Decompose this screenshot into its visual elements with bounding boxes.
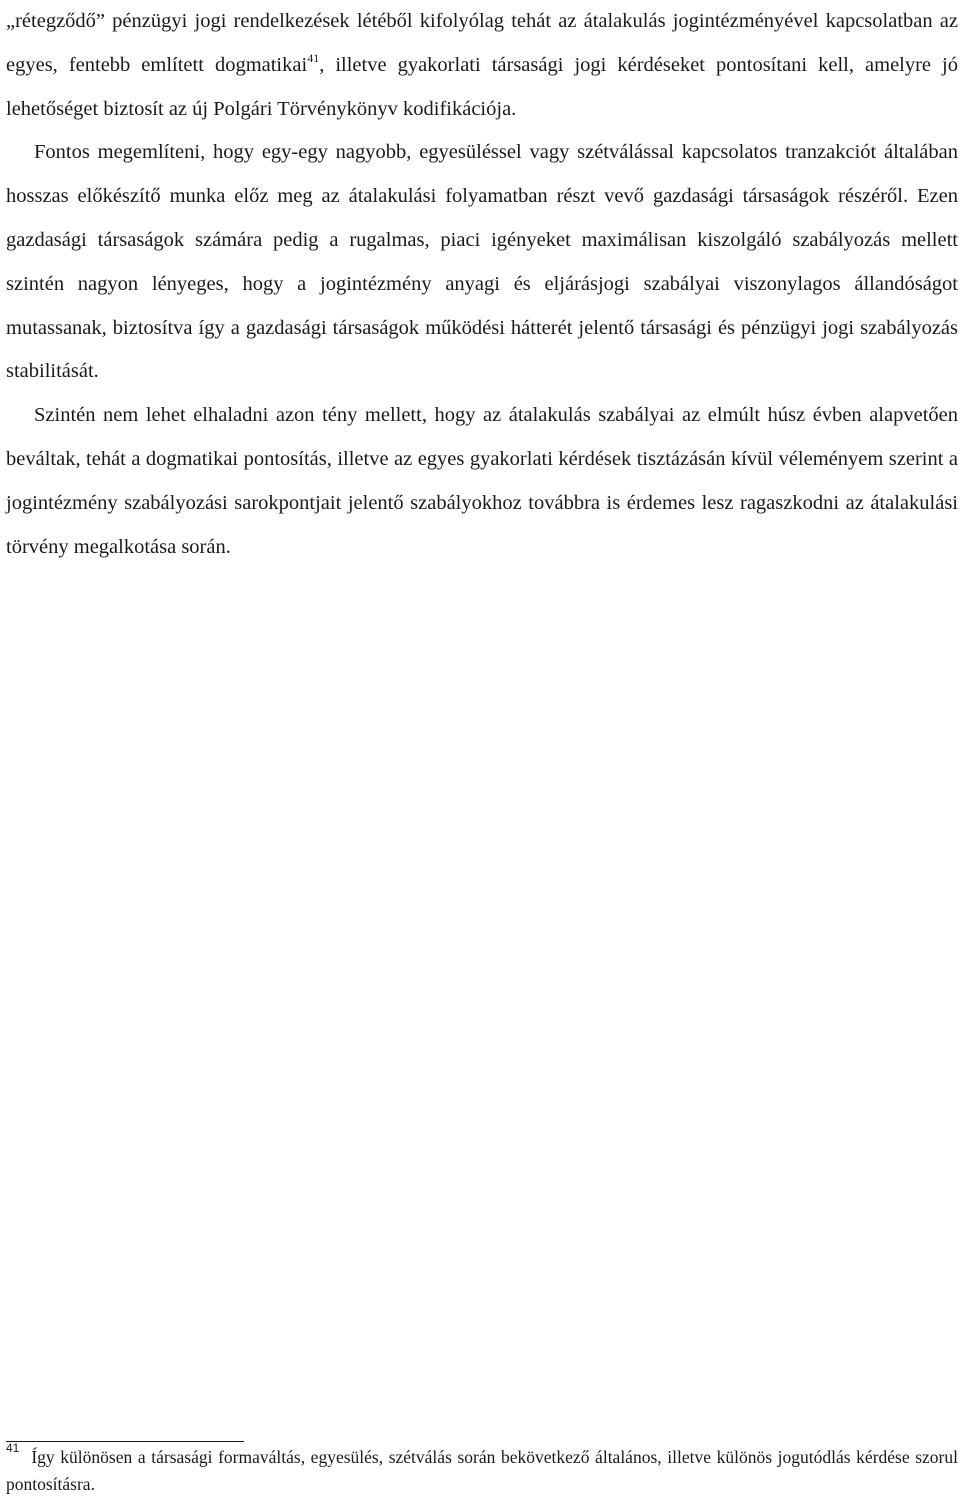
footnote-separator: [6, 1441, 244, 1442]
footnote-number: 41: [6, 1441, 20, 1455]
footnote-text: Így különösen a társasági formaváltás, egyesülés, szétválás során bekövetkező általános, illetve különös jogutódlás kérdése szorul pontosításra.: [6, 1447, 958, 1494]
footnote-reference-41[interactable]: 41: [307, 50, 320, 65]
paragraph-2: Fontos megemlíteni, hogy egy-egy nagyobb, egyesüléssel vagy szétválással kapcsolatos tranzakciót általában hosszas előkészítő munka előz meg az átalakulási folyamatban részt vevő gazdasági társaságok részéről. Ezen gazdasági társaságok számára pedig a rugalmas, piaci igényeket maximálisan kiszolgáló szabályozás mellett szintén nagyon lényeges, hogy a jogintézmény anyagi és eljárásjogi szabályai viszonylagos állandóságot mutassanak, biztosítva így a gazdasági társaságok működési hátterét jelentő társasági és pénzügyi jogi szabályozás stabilitását.: [6, 141, 958, 383]
paragraph-1-text-end: , illetve gyakorlati társasági jogi kérdéseket pontosítani kell, amelyre jó lehetőséget biztosít az új Polgári Törvénykönyv kodifikációja.: [6, 53, 958, 120]
document-body: [6, 0, 958, 569]
paragraph-3: Szintén nem lehet elhaladni azon tény mellett, hogy az átalakulás szabályai az elmúlt húsz évben alapvetően beváltak, tehát a dogmatikai pontosítás, illetve az egyes gyakorlati kérdések tisztázásán kívül véleményem szerint a jogintézmény szabályozási sarokpontjait jelentő szabályokhoz továbbra is érdemes lesz ragaszkodni az átalakulási törvény megalkotása során.: [6, 404, 958, 558]
paragraph-1: [6, 0, 958, 131]
footnote-41: [6, 1441, 958, 1498]
paragraph-1-text-start: „rétegződő” pénzügyi jogi rendelkezések létéből kifolyólag tehát az átalakulás jogintézményével kapcsolatban az egyes, fentebb említett dogmatikai: [6, 10, 958, 76]
